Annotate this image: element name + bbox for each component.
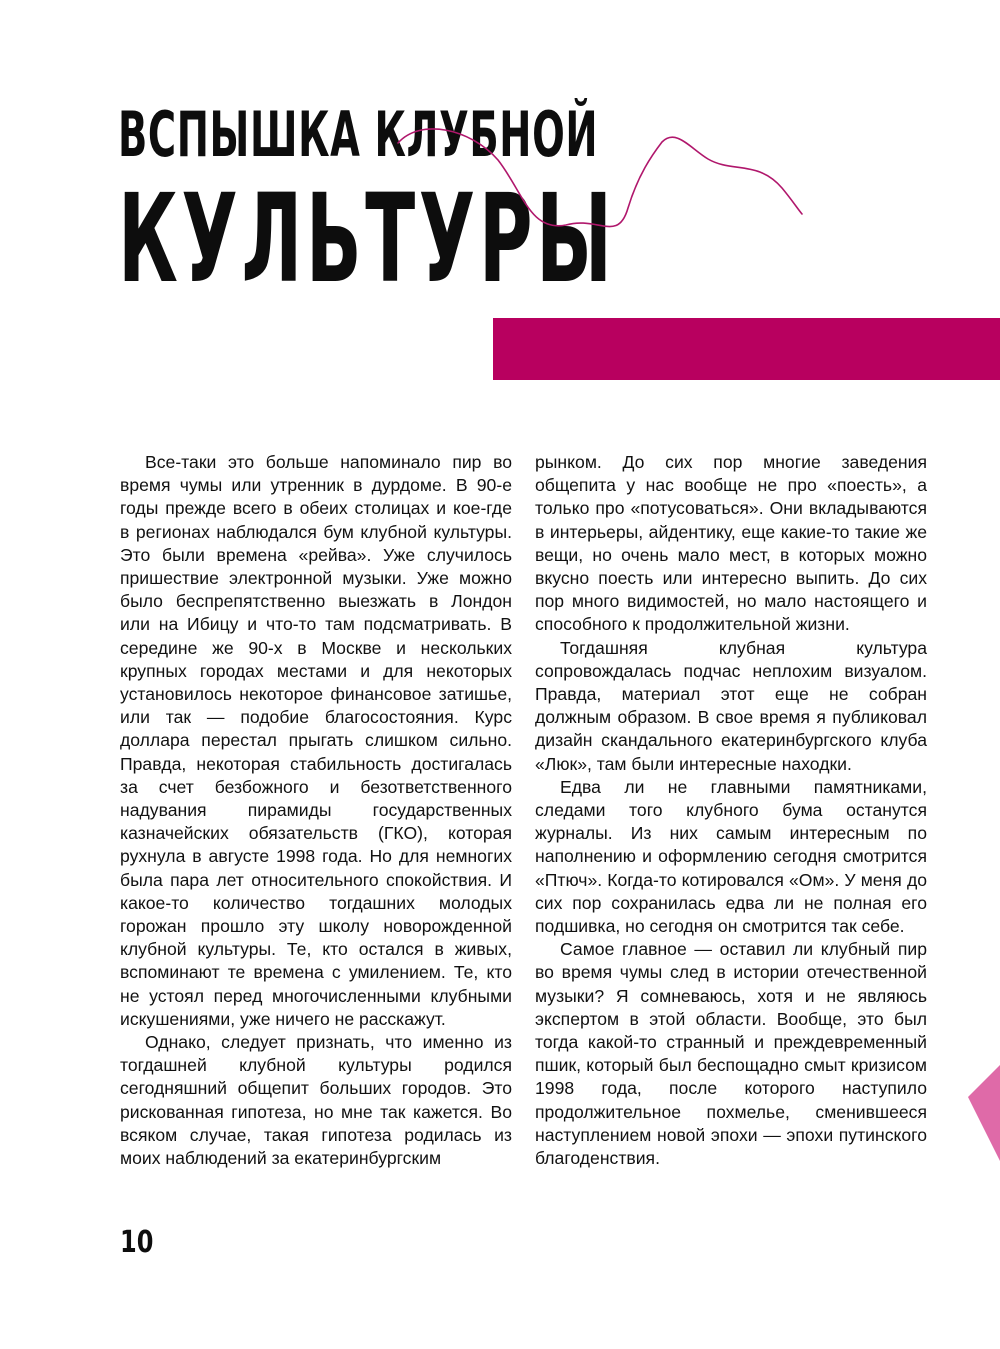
body-paragraph-continuation: рынком. До сих пор многие заведения общепита у нас вообще не про «поесть», а только про «потусоваться». Они вкладываются в интерьеры, айдентику, еще какие-то такие же вещи, но очень мало мест, в которых можно вкусно поесть или интересно выпить. До сих пор много видимостей, но мало настоящего и способного к продолжительной жизни. <box>535 452 927 635</box>
body-paragraph: Однако, следует признать, что именно из тогдашней клубной культуры родился сегодняшний общепит больших городов. Это рискованная гипотеза, но мне так кажется. Во всяком случае, такая гипотеза родилась из моих наблюдений за екатеринбургским <box>120 1032 512 1169</box>
body-paragraph: Тогдашняя клубная культура сопровождалась подчас неплохим визуалом. Правда, материал этот еще не собран должным образом. В свое время я публиковал дизайн скандального екатеринбургского клуба «Люк», там были интересные находки. <box>535 637 927 774</box>
pink-triangle-decoration <box>968 1065 1000 1161</box>
magenta-accent-bar <box>493 318 1000 380</box>
left-text-column <box>120 451 512 1170</box>
body-paragraph: Все-таки это больше напоминало пир во время чумы или утренник в дурдоме. В 90-е годы прежде всего в обеих столицах и кое-где в регионах наблюдался бум клубной культуры. Это были времена «рейва». Уже случилось пришествие электронной музыки. Уже можно было беспрепятственно выезжать в Лондон или на Ибицу и что-то там подсматривать. В середине же 90-х в Москве и нескольких крупных городах местами и для некоторых установилось некоторое финансовое затишье, или так — подобие благосостояния. Курс доллара перестал прыгать слишком сильно. Правда, некоторая стабильность достигалась за счет безбожного и безответственного надувания пирамиды государственных казначейских обязательств (ГКО), которая рухнула в августе 1998 года. Но для немногих была пара лет относительного спокойствия. И какое-то количество тогдашних молодых горожан прошло эту школу новорожденной клубной культуры. Те, кто остался в живых, вспоминают те времена с умилением. Те, кто не устоял перед многочисленными клубными искушениями, уже ничего не расскажут. <box>120 452 512 1029</box>
body-paragraph: Едва ли не главными памятниками, следами того клубного бума останутся журналы. Из них самым интересным по наполнению и оформлению сегодня смотрится «Птюч». Когда-то котировался «Ом». У меня до сих пор сохранилась едва ли не полная его подшивка, но сегодня он смотрится так себе. <box>535 776 927 937</box>
page-number: 10 <box>120 1225 154 1260</box>
right-text-column <box>535 451 927 1170</box>
title-line-2: КУЛЬТУРЫ <box>118 168 616 310</box>
triangle-shape <box>968 1065 1000 1161</box>
title-line-1: ВСПЫШКА КЛУБНОЙ <box>118 98 599 171</box>
body-paragraph: Самое главное — оставил ли клубный пир во время чумы след в истории отечественной музыки? Я сомневаюсь, хотя и не являюсь экспертом в этой области. Вообще, это был тогда какой-то странный и преждевременный пшик, который был беспощадно смыт кризисом 1998 года, после которого наступило продолжительное похмелье, сменившееся наступлением новой эпохи — эпохи путинского благоденствия. <box>535 939 927 1169</box>
